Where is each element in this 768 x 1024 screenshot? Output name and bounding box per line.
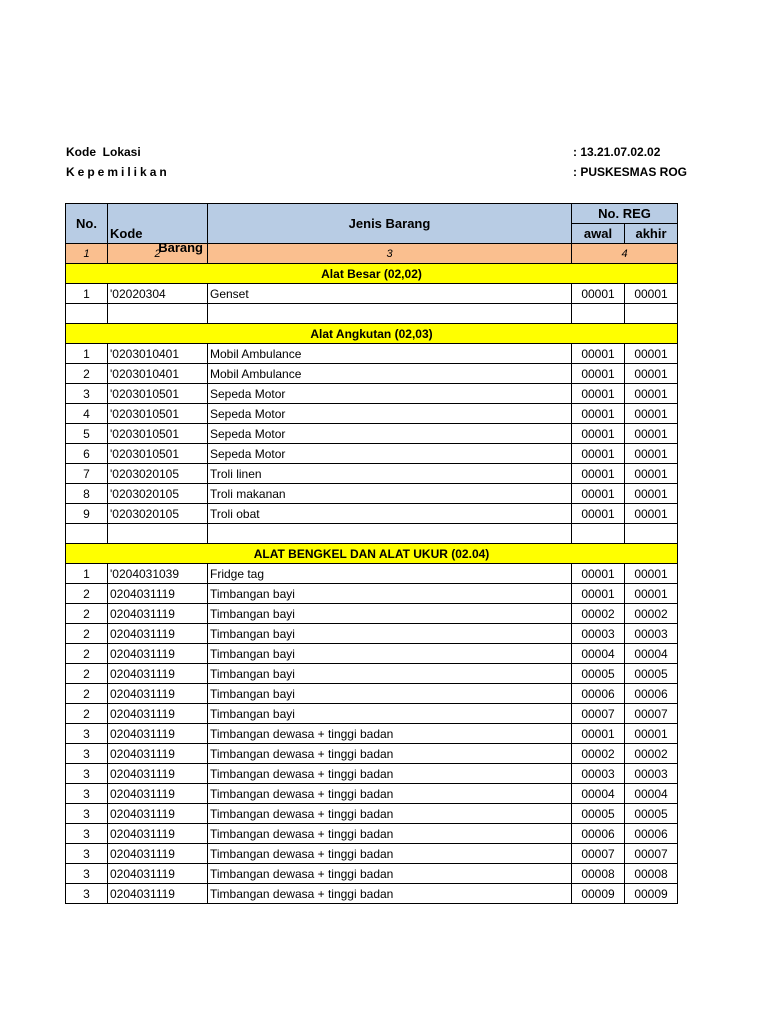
kepemilikan-label: Kepemilikan <box>66 165 170 179</box>
cell-awal: 00001 <box>572 484 625 504</box>
cell-awal: 00001 <box>572 564 625 584</box>
cell-akhir: 00001 <box>625 564 678 584</box>
col-no-header: No. <box>66 204 108 244</box>
table-row <box>66 844 678 864</box>
empty-cell <box>66 304 108 324</box>
cell-jenis: Timbangan dewasa + tinggi badan <box>208 804 572 824</box>
cell-jenis: Timbangan dewasa + tinggi badan <box>208 824 572 844</box>
cell-jenis: Troli makanan <box>208 484 572 504</box>
table-row <box>66 564 678 584</box>
cell-jenis: Timbangan bayi <box>208 624 572 644</box>
cell-akhir: 00003 <box>625 764 678 784</box>
section-title: ALAT BENGKEL DAN ALAT UKUR (02.04) <box>66 544 678 564</box>
cell-akhir: 00007 <box>625 704 678 724</box>
col-jenis-header: Jenis Barang <box>208 204 572 244</box>
cell-no: 1 <box>66 564 108 584</box>
cell-akhir: 00006 <box>625 684 678 704</box>
cell-jenis: Timbangan dewasa + tinggi badan <box>208 864 572 884</box>
cell-akhir: 00005 <box>625 804 678 824</box>
table-row <box>66 364 678 384</box>
empty-cell <box>66 524 108 544</box>
empty-cell <box>572 524 625 544</box>
cell-awal: 00001 <box>572 364 625 384</box>
cell-no: 3 <box>66 384 108 404</box>
empty-row <box>66 524 678 544</box>
section-header-row <box>66 324 678 344</box>
cell-no: 2 <box>66 604 108 624</box>
cell-jenis: Mobil Ambulance <box>208 344 572 364</box>
cell-awal: 00006 <box>572 824 625 844</box>
cell-awal: 00002 <box>572 604 625 624</box>
cell-akhir: 00001 <box>625 464 678 484</box>
cell-awal: 00003 <box>572 764 625 784</box>
cell-jenis: Sepeda Motor <box>208 384 572 404</box>
cell-akhir: 00001 <box>625 384 678 404</box>
cell-awal: 00001 <box>572 504 625 524</box>
cell-kode: '0203020105 <box>108 504 208 524</box>
cell-jenis: Troli linen <box>208 464 572 484</box>
kode-lokasi-label: Kode Lokasi <box>66 145 141 159</box>
cell-akhir: 00009 <box>625 884 678 904</box>
cell-kode: '0203020105 <box>108 464 208 484</box>
cell-awal: 00005 <box>572 664 625 684</box>
cell-awal: 00001 <box>572 444 625 464</box>
cell-akhir: 00004 <box>625 644 678 664</box>
cell-jenis: Timbangan bayi <box>208 604 572 624</box>
cell-no: 3 <box>66 784 108 804</box>
cell-no: 6 <box>66 444 108 464</box>
cell-no: 2 <box>66 664 108 684</box>
cell-akhir: 00001 <box>625 444 678 464</box>
cell-akhir: 00008 <box>625 864 678 884</box>
table-row <box>66 884 678 904</box>
cell-no: 3 <box>66 764 108 784</box>
cell-no: 2 <box>66 364 108 384</box>
cell-kode: 0204031119 <box>108 604 208 624</box>
cell-akhir: 00002 <box>625 744 678 764</box>
cell-awal: 00001 <box>572 424 625 444</box>
cell-no: 3 <box>66 884 108 904</box>
col-number-4: 4 <box>572 244 678 264</box>
cell-awal: 00002 <box>572 744 625 764</box>
cell-jenis: Sepeda Motor <box>208 444 572 464</box>
table-row <box>66 424 678 444</box>
cell-kode: 0204031119 <box>108 864 208 884</box>
cell-kode: '0203010501 <box>108 444 208 464</box>
table-row <box>66 864 678 884</box>
table-row <box>66 484 678 504</box>
cell-kode: 0204031119 <box>108 884 208 904</box>
table-row <box>66 784 678 804</box>
cell-akhir: 00005 <box>625 664 678 684</box>
table-row <box>66 764 678 784</box>
cell-jenis: Timbangan bayi <box>208 584 572 604</box>
col-number-1: 1 <box>66 244 108 264</box>
cell-kode: 0204031119 <box>108 704 208 724</box>
cell-awal: 00001 <box>572 344 625 364</box>
cell-jenis: Timbangan dewasa + tinggi badan <box>208 764 572 784</box>
cell-no: 3 <box>66 804 108 824</box>
cell-no: 9 <box>66 504 108 524</box>
cell-no: 1 <box>66 344 108 364</box>
cell-akhir: 00001 <box>625 344 678 364</box>
table-row <box>66 604 678 624</box>
empty-row <box>66 304 678 324</box>
col-noreg-header: No. REG <box>572 204 678 224</box>
cell-kode: 0204031119 <box>108 664 208 684</box>
table-row <box>66 824 678 844</box>
cell-no: 2 <box>66 584 108 604</box>
cell-akhir: 00003 <box>625 624 678 644</box>
section-header-row <box>66 264 678 284</box>
cell-awal: 00001 <box>572 584 625 604</box>
cell-jenis: Timbangan dewasa + tinggi badan <box>208 884 572 904</box>
cell-kode: 0204031119 <box>108 724 208 744</box>
cell-jenis: Mobil Ambulance <box>208 364 572 384</box>
col-awal-header: awal <box>572 224 625 244</box>
table-row <box>66 584 678 604</box>
cell-jenis: Timbangan bayi <box>208 704 572 724</box>
cell-kode: '0203020105 <box>108 484 208 504</box>
empty-cell <box>208 524 572 544</box>
cell-akhir: 00001 <box>625 424 678 444</box>
cell-kode: '0203010501 <box>108 424 208 444</box>
table-row <box>66 344 678 364</box>
col-kode-label-2: Barang <box>158 240 203 255</box>
cell-akhir: 00001 <box>625 404 678 424</box>
cell-no: 5 <box>66 424 108 444</box>
col-kode-label-1: Kode <box>110 226 143 241</box>
kepemilikan-value: : PUSKESMAS ROG <box>573 165 688 179</box>
cell-awal: 00007 <box>572 844 625 864</box>
empty-cell <box>625 304 678 324</box>
table-row <box>66 644 678 664</box>
table-row <box>66 504 678 524</box>
col-number-3: 3 <box>208 244 572 264</box>
table-row <box>66 464 678 484</box>
section-header-row <box>66 544 678 564</box>
cell-jenis: Timbangan dewasa + tinggi badan <box>208 744 572 764</box>
table-row <box>66 624 678 644</box>
cell-awal: 00007 <box>572 704 625 724</box>
table-row <box>66 724 678 744</box>
cell-jenis: Sepeda Motor <box>208 404 572 424</box>
cell-akhir: 00006 <box>625 824 678 844</box>
cell-kode: 0204031119 <box>108 744 208 764</box>
col-number-2: 2 <box>108 244 208 264</box>
cell-akhir: 00001 <box>625 484 678 504</box>
cell-kode: 0204031119 <box>108 684 208 704</box>
cell-akhir: 00001 <box>625 584 678 604</box>
cell-awal: 00004 <box>572 784 625 804</box>
table-row <box>66 284 678 304</box>
empty-cell <box>572 304 625 324</box>
kode-lokasi-value: : 13.21.07.02.02 <box>573 145 661 159</box>
table-row <box>66 404 678 424</box>
table-row <box>66 384 678 404</box>
cell-awal: 00001 <box>572 724 625 744</box>
cell-awal: 00006 <box>572 684 625 704</box>
cell-no: 7 <box>66 464 108 484</box>
table-header-row <box>66 204 678 224</box>
cell-kode: 0204031119 <box>108 784 208 804</box>
cell-kode: 0204031119 <box>108 824 208 844</box>
cell-no: 3 <box>66 844 108 864</box>
section-title: Alat Angkutan (02,03) <box>66 324 678 344</box>
cell-kode: '0204031039 <box>108 564 208 584</box>
cell-jenis: Sepeda Motor <box>208 424 572 444</box>
cell-kode: 0204031119 <box>108 644 208 664</box>
empty-cell <box>208 304 572 324</box>
cell-jenis: Timbangan dewasa + tinggi badan <box>208 844 572 864</box>
empty-cell <box>108 304 208 324</box>
cell-no: 3 <box>66 864 108 884</box>
col-kode-header <box>108 204 208 255</box>
cell-no: 2 <box>66 624 108 644</box>
cell-kode: '0203010401 <box>108 344 208 364</box>
cell-awal: 00008 <box>572 864 625 884</box>
cell-awal: 00001 <box>572 384 625 404</box>
cell-kode: 0204031119 <box>108 844 208 864</box>
empty-cell <box>625 524 678 544</box>
cell-akhir: 00001 <box>625 364 678 384</box>
cell-kode: 0204031119 <box>108 624 208 644</box>
cell-awal: 00005 <box>572 804 625 824</box>
table-row <box>66 684 678 704</box>
cell-no: 3 <box>66 824 108 844</box>
cell-akhir: 00001 <box>625 284 678 304</box>
cell-awal: 00001 <box>572 404 625 424</box>
cell-akhir: 00007 <box>625 844 678 864</box>
table-row <box>66 744 678 764</box>
cell-no: 3 <box>66 744 108 764</box>
col-akhir-header: akhir <box>625 224 678 244</box>
table-row <box>66 444 678 464</box>
cell-kode: 0204031119 <box>108 764 208 784</box>
empty-cell <box>108 524 208 544</box>
cell-awal: 00009 <box>572 884 625 904</box>
cell-jenis: Timbangan bayi <box>208 664 572 684</box>
cell-no: 2 <box>66 684 108 704</box>
cell-akhir: 00001 <box>625 724 678 744</box>
cell-jenis: Genset <box>208 284 572 304</box>
cell-jenis: Fridge tag <box>208 564 572 584</box>
cell-no: 2 <box>66 704 108 724</box>
cell-jenis: Timbangan bayi <box>208 644 572 664</box>
cell-no: 1 <box>66 284 108 304</box>
cell-jenis: Timbangan bayi <box>208 684 572 704</box>
cell-kode: '02020304 <box>108 284 208 304</box>
cell-no: 2 <box>66 644 108 664</box>
table-row <box>66 664 678 684</box>
table-row <box>66 704 678 724</box>
cell-akhir: 00002 <box>625 604 678 624</box>
cell-awal: 00001 <box>572 284 625 304</box>
cell-awal: 00003 <box>572 624 625 644</box>
cell-akhir: 00004 <box>625 784 678 804</box>
table-body <box>66 264 678 904</box>
section-title: Alat Besar (02,02) <box>66 264 678 284</box>
cell-akhir: 00001 <box>625 504 678 524</box>
cell-kode: '0203010501 <box>108 404 208 424</box>
cell-no: 4 <box>66 404 108 424</box>
cell-no: 3 <box>66 724 108 744</box>
cell-jenis: Troli obat <box>208 504 572 524</box>
table-row <box>66 804 678 824</box>
cell-kode: '0203010401 <box>108 364 208 384</box>
cell-kode: 0204031119 <box>108 584 208 604</box>
cell-awal: 00004 <box>572 644 625 664</box>
cell-jenis: Timbangan dewasa + tinggi badan <box>208 784 572 804</box>
inventory-table <box>65 203 678 904</box>
cell-no: 8 <box>66 484 108 504</box>
cell-awal: 00001 <box>572 464 625 484</box>
cell-kode: '0203010501 <box>108 384 208 404</box>
cell-jenis: Timbangan dewasa + tinggi badan <box>208 724 572 744</box>
cell-kode: 0204031119 <box>108 804 208 824</box>
